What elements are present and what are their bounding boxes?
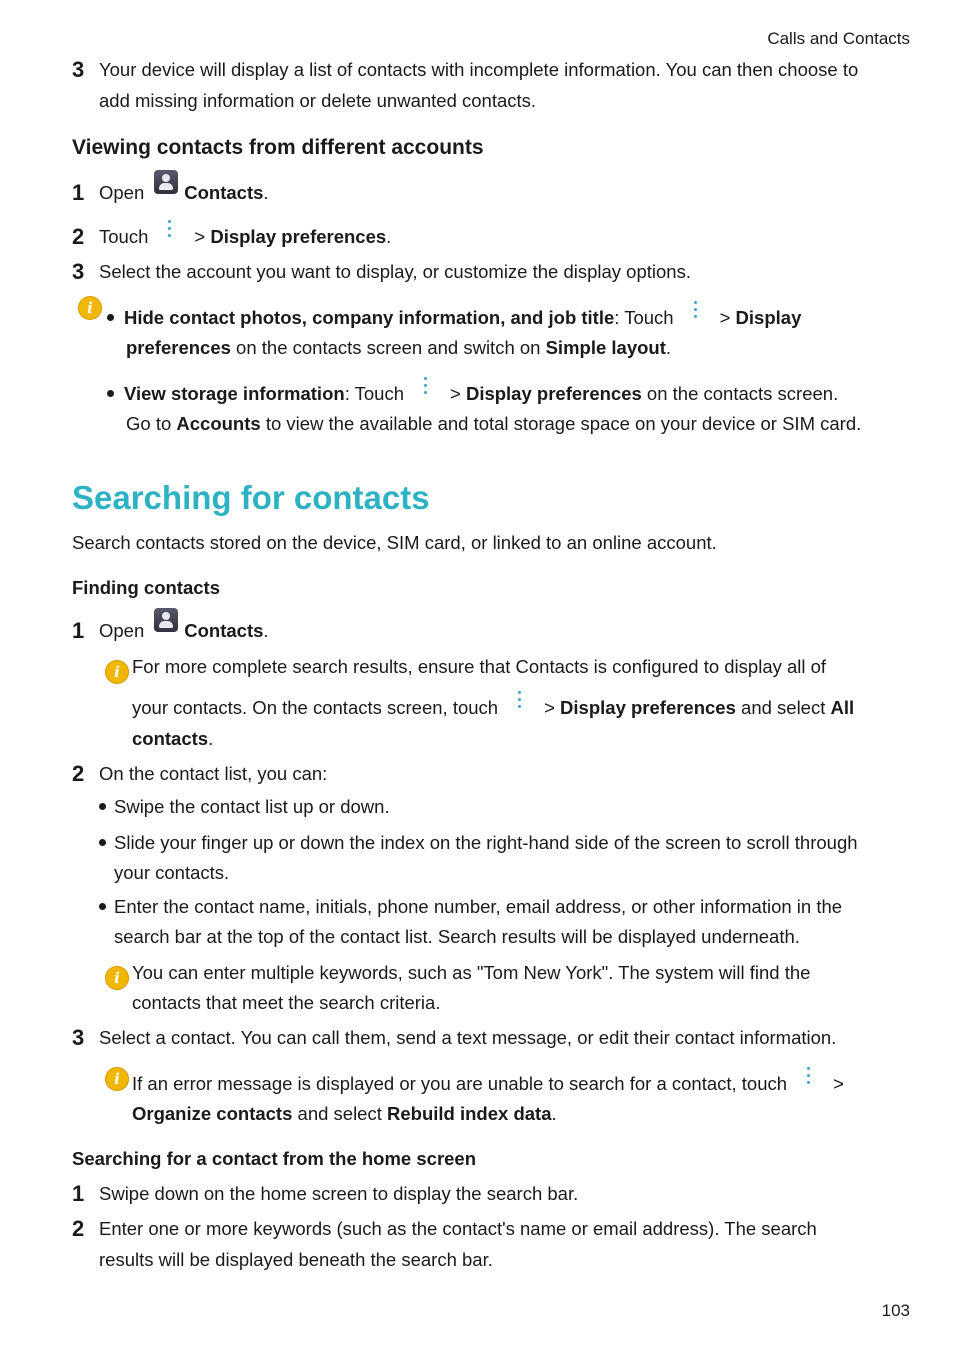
step-number: 1 [72,618,85,643]
subsection-heading: Searching for a contact from the home screen [72,1148,477,1169]
section-heading: Viewing contacts from different accounts [72,136,484,159]
step-text: Swipe down on the home screen to display the search bar. [99,1183,579,1204]
step-text: Your device will display a list of contacts with incomplete information. You can then choose to [99,59,859,80]
step-text: Open Contacts. [99,616,269,646]
info-icon [105,966,129,990]
note-text: contacts that meet the search criteria. [132,992,441,1013]
step-text: Enter one or more keywords (such as the contact's name or email address). The search [99,1218,817,1239]
step-text: Select the account you want to display, or customize the display options. [99,261,691,282]
step-text: On the contact list, you can: [99,763,328,784]
contacts-app-icon [154,170,178,194]
tip-text: preferences on the contacts screen and switch on Simple layout. [126,337,672,358]
more-vertical-icon [805,1067,811,1085]
running-header: Calls and Contacts [767,29,910,48]
info-icon [105,1067,129,1091]
step-number: 1 [72,180,85,205]
info-icon [105,660,129,684]
contacts-app-icon [154,608,178,632]
step-text: results will be displayed beneath the search bar. [99,1249,493,1270]
info-icon [78,296,102,320]
more-vertical-icon [166,220,172,238]
step-text: Touch > Display preferences. [99,222,391,252]
step-text: add missing information or delete unwanted contacts. [99,90,537,111]
more-vertical-icon [516,691,522,709]
tip-text: Go to Accounts to view the available and total storage space on your device or SIM card. [126,413,862,434]
page-number: 103 [881,1301,910,1320]
list-item: Slide your finger up or down the index on the right-hand side of the screen to scroll through [99,828,858,858]
page-title: Searching for contacts [72,479,430,516]
note-text: your contacts. On the contacts screen, touch > Display preferences and select All [132,693,854,723]
more-vertical-icon [422,377,428,395]
step-number: 3 [72,1025,85,1050]
step-text: Open Contacts. [99,178,269,208]
tip-bullet: View storage information: Touch > Display preferences on the contacts screen. [107,379,838,409]
list-item: Swipe the contact list up or down. [99,792,390,822]
subsection-heading: Finding contacts [72,577,220,598]
note-text: Organize contacts and select Rebuild index data. [132,1103,557,1124]
more-vertical-icon [692,301,698,319]
list-item-cont: your contacts. [114,862,230,883]
step-number: 3 [72,259,85,284]
tip-bullet: Hide contact photos, company information, and job title: Touch > Display [107,303,801,333]
step-number: 3 [72,57,85,82]
list-item-cont: search bar at the top of the contact list. Search results will be displayed underneath. [114,926,800,947]
step-text: Select a contact. You can call them, send a text message, or edit their contact information. [99,1027,837,1048]
step-number: 2 [72,761,85,786]
intro-text: Search contacts stored on the device, SIM card, or linked to an online account. [72,532,717,553]
step-number: 2 [72,224,85,249]
note-text: You can enter multiple keywords, such as "Tom New York". The system will find the [132,962,811,983]
step-number: 1 [72,1181,85,1206]
step-number: 2 [72,1216,85,1241]
note-text: For more complete search results, ensure that Contacts is configured to display all of [132,656,827,677]
note-text: contacts. [132,728,214,749]
note-text: If an error message is displayed or you are unable to search for a contact, touch > [132,1069,844,1099]
list-item: Enter the contact name, initials, phone number, email address, or other information in the [99,892,842,922]
